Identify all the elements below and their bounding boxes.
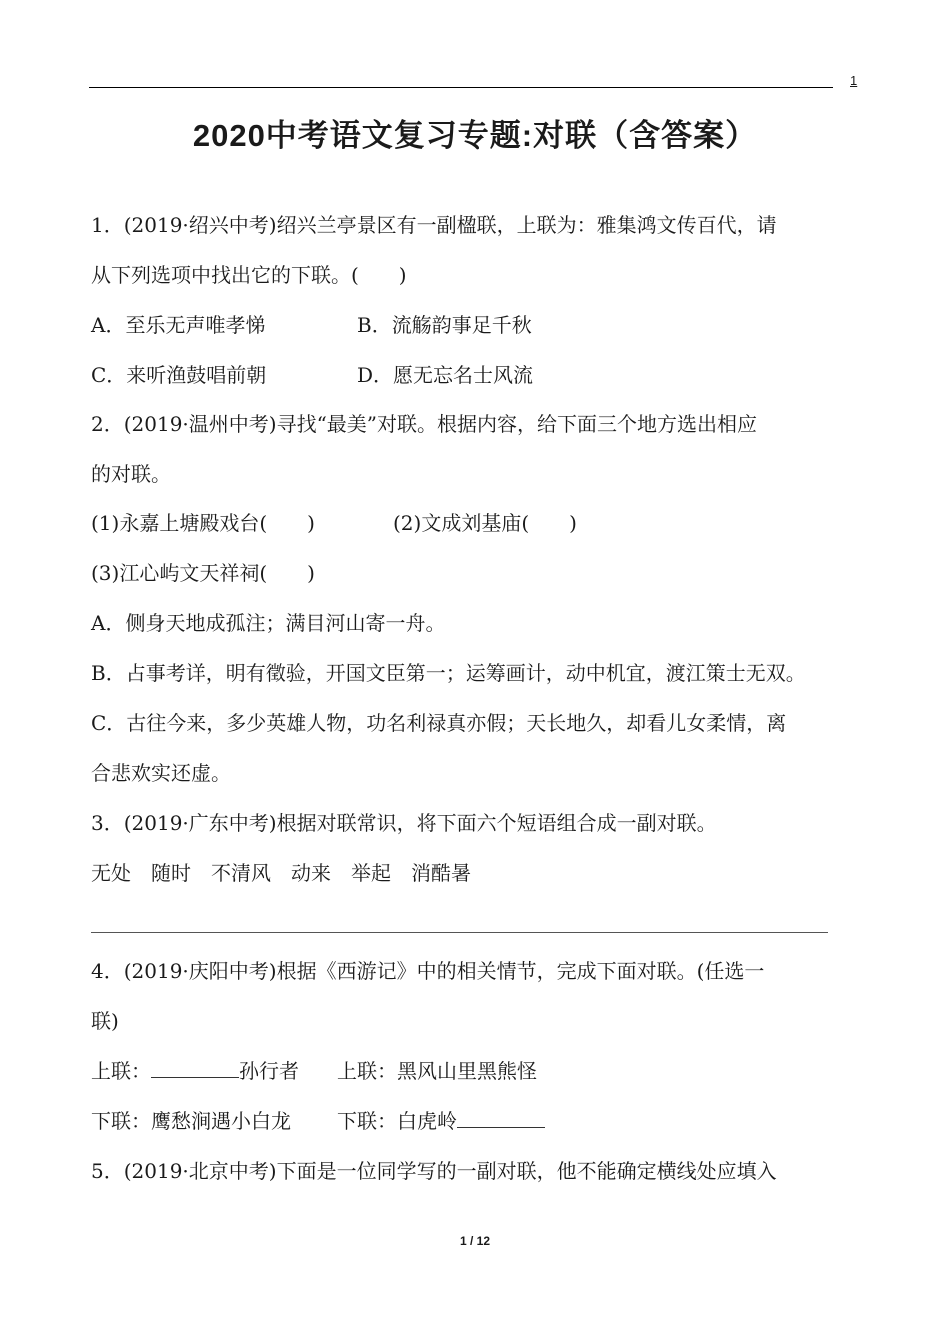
q2-stem-line1: 2．(2019·温州中考)寻找“最美”对联。根据内容，给下面三个地方选出相应 <box>91 412 758 436</box>
q2-option-c-line2: 合悲欢实还虚。 <box>91 761 231 785</box>
q2-subquestion-3: (3)江心屿文天祥祠( ) <box>91 561 315 585</box>
q2-option-a: A．侧身天地成孤注；满目河山寄一舟。 <box>91 611 446 635</box>
header-rule <box>89 87 833 88</box>
q1-option-a: A．至乐无声唯孝悌 <box>91 313 266 337</box>
q4-lower-couplet-b <box>337 1108 545 1134</box>
q2-subquestion-1: (1)永嘉上塘殿戏台( ) <box>91 511 315 535</box>
q4-upper-a-label: 上联： <box>91 1059 151 1083</box>
q4-upper-couplet-a <box>91 1058 299 1084</box>
document-title: 2020中考语文复习专题:对联（含答案） <box>192 118 758 153</box>
q3-phrases: 无处 随时 不清风 动来 举起 消酷暑 <box>91 861 471 885</box>
q2-subquestion-2: (2)文成刘基庙( ) <box>393 511 577 535</box>
q1-stem-line2: 从下列选项中找出它的下联。( ) <box>91 263 407 287</box>
q1-option-b: B．流觞韵事足千秋 <box>357 313 532 337</box>
q3-stem: 3．(2019·广东中考)根据对联常识，将下面六个短语组合成一副对联。 <box>91 811 717 835</box>
q4-lower-couplet-a: 下联：鹰愁涧遇小白龙 <box>91 1109 291 1133</box>
q5-stem-line1: 5．(2019·北京中考)下面是一位同学写的一副对联，他不能确定横线处应填入 <box>91 1159 777 1183</box>
q4-upper-a-blank <box>151 1059 239 1078</box>
q4-lower-b-blank <box>457 1109 545 1128</box>
q4-upper-a-text: 孙行者 <box>239 1059 299 1083</box>
q2-option-c-line1: C．古往今来，多少英雄人物，功名利禄真亦假；天长地久，却看儿女柔情，离 <box>91 711 787 735</box>
q1-option-c: C．来听渔鼓唱前朝 <box>91 363 267 387</box>
q4-upper-couplet-b: 上联：黑风山里黑熊怪 <box>337 1059 537 1083</box>
q2-option-b: B．占事考详，明有徵验，开国文臣第一；运筹画计，动中机宜，渡江策士无双。 <box>91 661 806 685</box>
q2-stem-line2: 的对联。 <box>91 462 171 486</box>
q1-option-d: D．愿无忘名士风流 <box>357 363 534 387</box>
q4-lower-b-label: 下联：白虎岭 <box>337 1109 457 1133</box>
footer-page-indicator: 1 / 12 <box>459 1234 491 1248</box>
header-page-number: 1 <box>850 73 858 88</box>
q3-answer-line <box>91 932 828 933</box>
q4-stem-line1: 4．(2019·庆阳中考)根据《西游记》中的相关情节，完成下面对联。(任选一 <box>91 959 765 983</box>
q1-stem-line1: 1．(2019·绍兴中考)绍兴兰亭景区有一副楹联，上联为：雅集鸿文传百代，请 <box>91 213 777 237</box>
q4-stem-line2: 联) <box>91 1009 119 1033</box>
